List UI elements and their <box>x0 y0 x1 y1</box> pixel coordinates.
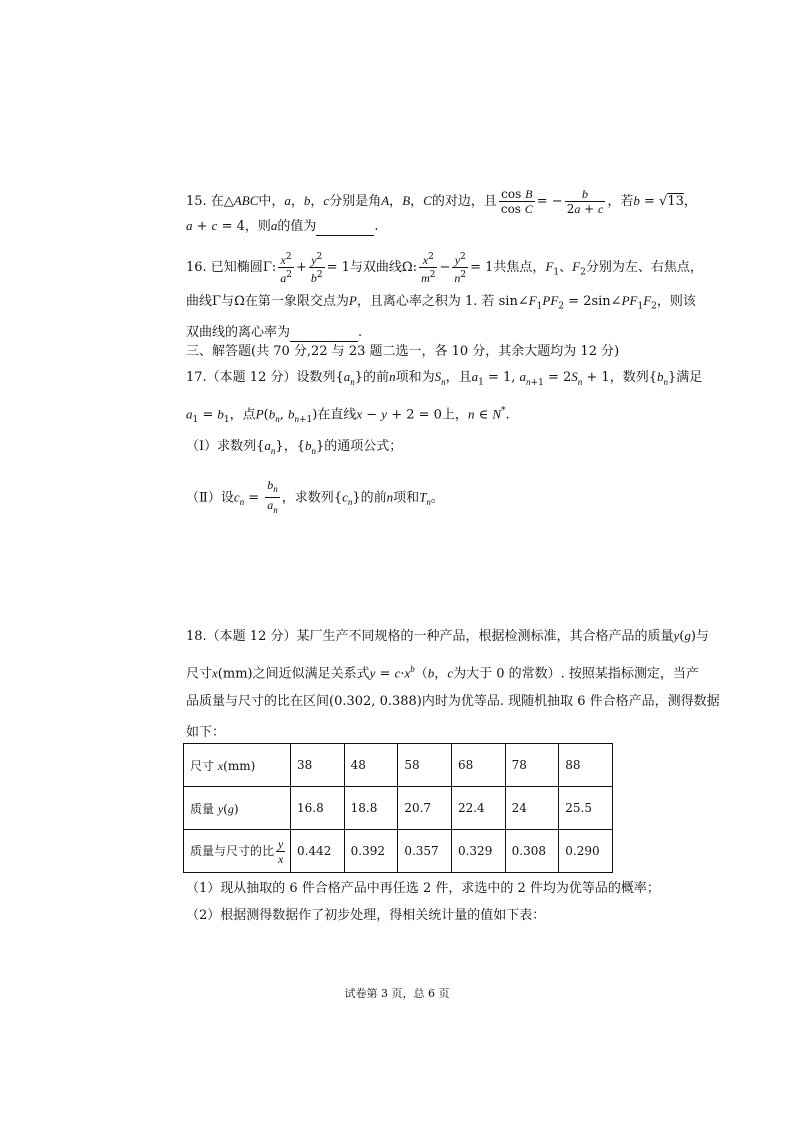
label-text: 质量与尺寸的比 <box>190 843 275 858</box>
formula-fraction: $\frac{y^2}{n^2}$ <box>454 252 467 285</box>
q16-text: 共焦点， <box>493 260 546 275</box>
formula-fraction: $\frac{b}{2a + c}$ <box>566 187 604 216</box>
q17-part1: （Ⅰ）求数列$\{a_n\}$，$\{b_n\}$的通项公式； <box>186 438 403 456</box>
q16-text: 双曲线的离心率为 <box>186 325 291 340</box>
q16-text: 在第一象限交点为 <box>244 294 349 309</box>
q16-text: 与 <box>221 294 235 309</box>
q18-text: 之间近似满足关系式 <box>252 666 370 682</box>
formula-fraction: $\frac{b_n}{a_n}$ <box>267 478 278 515</box>
formula-fraction: $\frac{\text{cos B}}{\text{cos C}}$ <box>500 187 533 216</box>
q17-text: （Ⅰ）求数列 <box>186 439 257 454</box>
q18-part2: （2）根据测得数据作了初步处理，得相关统计量的值如下表： <box>186 908 546 923</box>
page-footer: 试卷第 3 页，总 6 页 <box>344 987 450 1000</box>
q17-text: ，点 <box>229 407 256 423</box>
q18-line3: 品质量与尺寸的比在区间(0.302, 0.388)内时为优等品. 现随机抽取 6 件合格产品，测得数据 <box>186 694 720 709</box>
q17-text: 。 <box>430 490 444 506</box>
q15-line2: a + c = 4，则a的值为 . <box>186 218 379 234</box>
q17-text: 的通项公式； <box>324 439 403 454</box>
q18-text: 品质量与尺寸的比在区间 <box>186 694 330 709</box>
table-cell: 16.8 <box>291 787 345 830</box>
q16-text: 与双曲线 <box>349 260 402 275</box>
q18-line4: 如下： <box>186 725 226 740</box>
formula-fraction: $\frac{x^2}{a^2}$ <box>280 252 292 285</box>
q17-text: 的前 <box>360 490 387 506</box>
table-cell: 0.392 <box>344 830 398 873</box>
table-cell: 25.5 <box>559 787 613 830</box>
q17-text: ， <box>283 439 297 454</box>
section-heading: 三、解答题(共 70 分,22 与 23 题二选一，各 10 分，其余大题均为 12 分) <box>186 344 620 359</box>
data-table <box>183 743 613 873</box>
table-cell: 0.308 <box>505 830 559 873</box>
table-cell: 68 <box>451 744 505 787</box>
table-row-label <box>184 830 291 873</box>
q16-line3: 双曲线的离心率为 . <box>186 325 363 340</box>
table-row <box>184 830 613 873</box>
q17-text: ，且 <box>445 370 472 385</box>
q16-line2: 曲线Γ与Ω在第一象限交点为P，且离心率之积为 1. 若 $\sin\angle F_1PF_2$ = $2\sin\angle PF_1F_2$，则该 <box>186 293 696 312</box>
table-cell: 24 <box>505 787 559 830</box>
q17-text: 项和 <box>393 490 420 506</box>
table-cell: 22.4 <box>451 787 505 830</box>
q17-text: 的前 <box>363 370 390 385</box>
q18-text: （ <box>414 666 428 682</box>
q16-text: ，且离心率之积为 1. 若 <box>356 294 495 309</box>
q15-text: ，若 <box>607 194 634 209</box>
q17-text: （Ⅱ）设 <box>186 490 234 506</box>
q18-text: 为大于 0 的常数）. 按照某指标测定，当产 <box>453 666 699 682</box>
q18-part1: （1）现从抽取的 6 件合格产品中再任选 2 件，求选中的 2 件均为优等品的概率； <box>186 881 660 896</box>
table-row-label: 质量 y(g) <box>184 787 291 830</box>
table-cell: 88 <box>559 744 613 787</box>
q18-text: 与 <box>695 629 709 644</box>
q17-text: 项和为 <box>395 370 435 385</box>
table-cell: 0.329 <box>451 830 505 873</box>
table-row-label: 尺寸 x(mm) <box>184 744 291 787</box>
table-cell: 78 <box>505 744 559 787</box>
q15-line1: 15. 在△ABC中，a，b，c分别是角A，B，C的对边，且 $\frac{\text{cos B}}{\text{cos C}}$ = − $\frac{b}{2a + c}$ ，若b = √13， <box>186 187 697 216</box>
q17-text: 满足 <box>676 370 703 385</box>
q16-text: 16. 已知椭圆 <box>186 260 263 275</box>
table-row <box>184 744 613 787</box>
q16-text: ，则该 <box>656 294 696 309</box>
table-row <box>184 787 613 830</box>
q17-line1: 17.（本题 12 分）设数列$\{a_n\}$的前n项和为$S_n$，且$a_1 = 1$, $a_{n+1} = 2S_n + 1$，数列$\{b_n\}$满足 <box>186 369 703 388</box>
table-cell: 18.8 <box>344 787 398 830</box>
label-text: 质量 <box>190 801 215 816</box>
q18-line1: 18.（本题 12 分）某厂生产不同规格的一种产品，根据检测标准，其合格产品的质量y(g)与 <box>186 628 709 644</box>
q18-text: 18.（本题 12 分）某厂生产不同规格的一种产品，根据检测标准，其合格产品的质量 <box>186 629 674 644</box>
table-cell: 0.442 <box>291 830 345 873</box>
table-cell: 0.357 <box>398 830 452 873</box>
q17-line2: $a_1 = b_1$，点$P(b_n$, $b_{n+1}$)在直线x − y + 2 = 0上，n ∈ N*. <box>186 406 510 425</box>
q17-text: 上， <box>441 407 468 423</box>
q18-text: 尺寸 <box>186 666 213 682</box>
q16-text: 分别为左、右焦点， <box>585 260 703 275</box>
q16-line1: 16. 已知椭圆Γ: $\frac{x^2}{a^2}$ + $\frac{y^2}{b^2}$ = 1与双曲线Ω: $\frac{x^2}{m^2}$ − $\frac{y^2}{n^2}$ = 1共焦点，$F_1$、$F_2$分别为左、右焦点， <box>186 252 703 285</box>
q17-text: 17.（本题 12 分）设数列 <box>186 370 336 385</box>
q15-text: 15. 在 <box>186 194 224 209</box>
q18-line2: 尺寸x(mm)之间近似满足关系式$y = c\cdot x^b(b$，c为大于 0 的常数）. 按照某指标测定，当产 <box>186 664 699 682</box>
q15-text: 中， <box>258 194 285 209</box>
formula-fraction: $\frac{y^2}{b^2}$ <box>310 252 323 285</box>
q18-text: 内时为优等品. 现随机抽取 6 件合格产品，测得数据 <box>421 694 720 709</box>
q15-text: 的对边，且 <box>431 194 497 209</box>
table-cell: 20.7 <box>398 787 452 830</box>
q17-text: ，求数列 <box>281 490 334 506</box>
label-text: 尺寸 <box>190 758 215 773</box>
q16-text: 曲线 <box>186 294 213 309</box>
formula-fraction: $\frac{x^2}{m^2}$ <box>421 252 436 285</box>
q17-text: ，数列 <box>609 370 649 385</box>
q17-text: 在直线 <box>317 407 357 423</box>
table-cell: 48 <box>344 744 398 787</box>
answer-blank <box>316 221 374 236</box>
table-cell: 38 <box>291 744 345 787</box>
q15-text: ，则 <box>244 219 271 234</box>
table-cell: 0.290 <box>559 830 613 873</box>
table-cell: 58 <box>398 744 452 787</box>
formula-fraction: $\frac{y}{x}$ <box>278 836 284 866</box>
answer-blank <box>290 327 358 342</box>
q17-part2: （Ⅱ）设$c_n$ = $\frac{b_n}{a_n}$ ，求数列$\{c_n\}$的前n项和$T_n$。 <box>186 478 444 518</box>
q15-text: 分别是角 <box>329 194 382 209</box>
q15-text: 的值为 <box>277 219 317 234</box>
